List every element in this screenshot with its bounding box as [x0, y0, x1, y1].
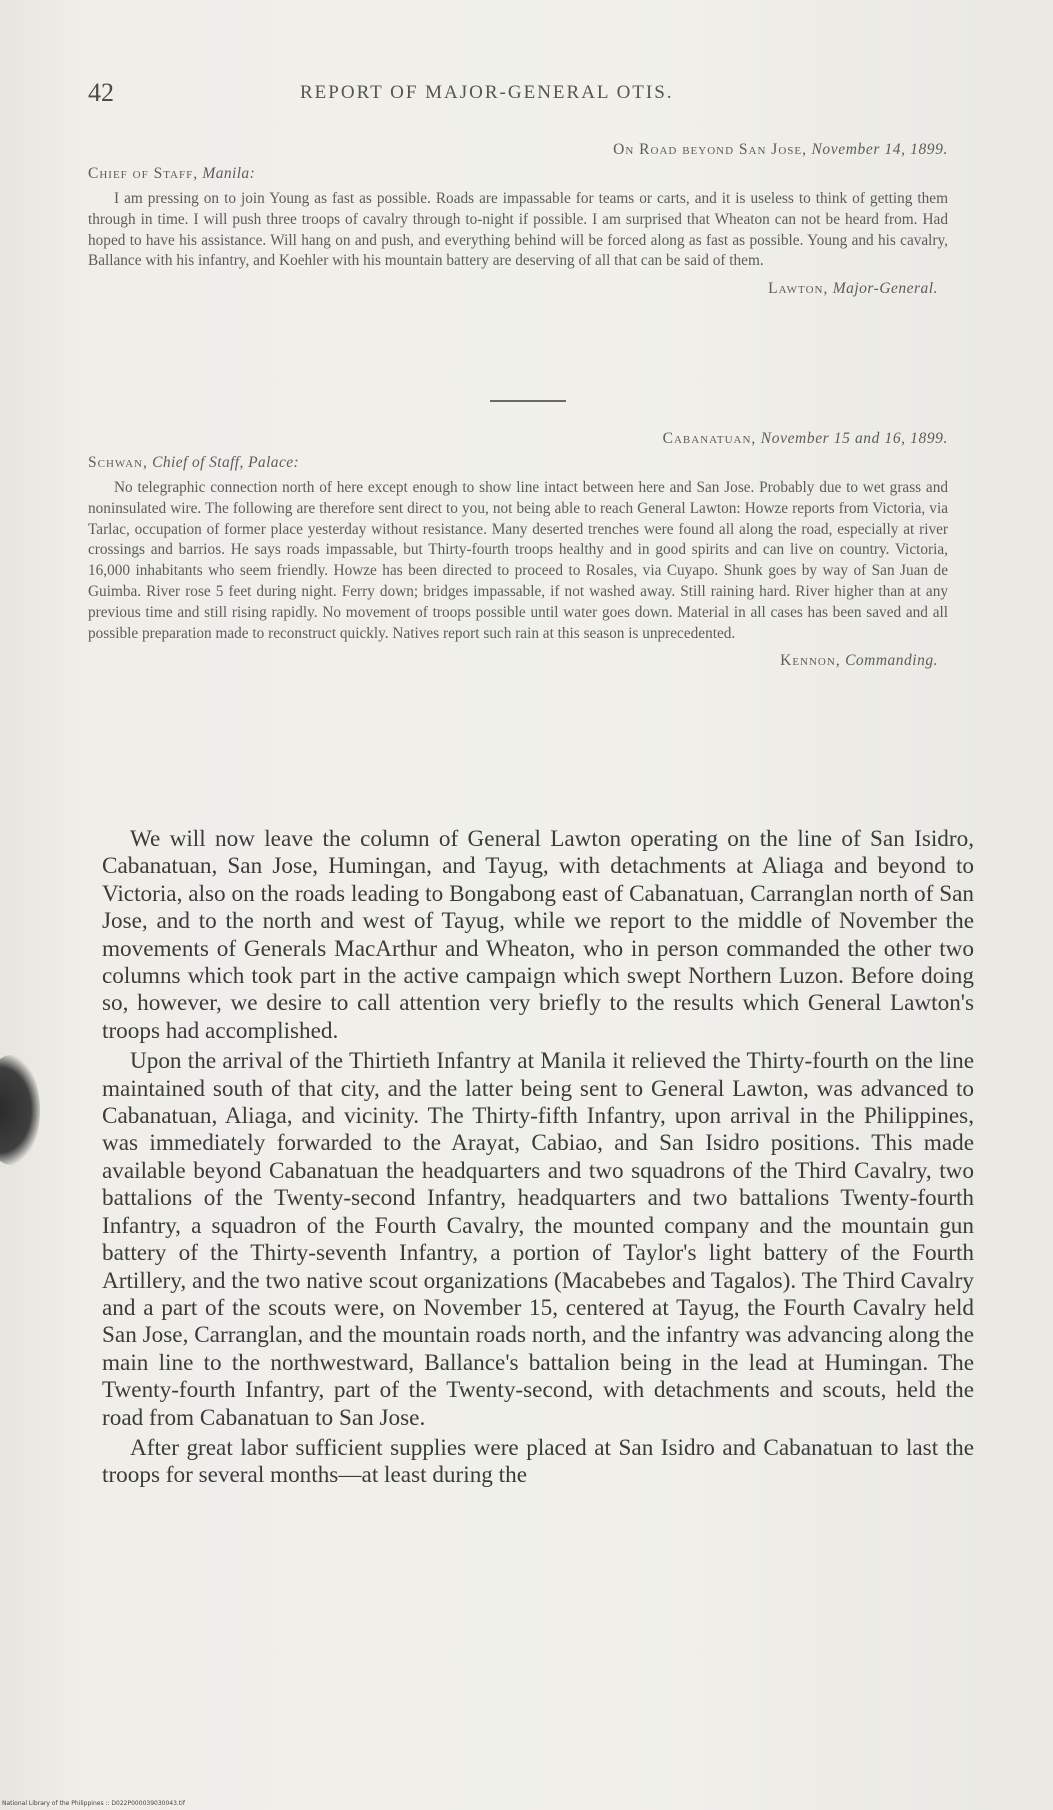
body-paragraph: After great labor sufficient supplies were placed at San Isidro and Cabanatuan to last the troops for several months—at least during the [102, 1434, 974, 1489]
dateline-date: November 14, 1899. [811, 141, 948, 158]
body-paragraph: Upon the arrival of the Thirtieth Infantry at Manila it relieved the Thirty-fourth on the line maintained south of that city, and the latter being sent to General Lawton, was advanced to Cabanatuan, Aliaga, and vicinity. The Thirty-fifth Infantry, upon arrival in the Philippines, was immediately forwarded to the Arayat, Cabiao, and San Isidro positions. This made available beyond Cabanatuan the headquarters and two squadrons of the Third Cavalry, two battalions of the Twenty-second Infantry, headquarters and two battalions Twenty-fourth Infantry, a squadron of the Fourth Cavalry, the mounted company and the mountain gun battery of the Thirty-seventh Infantry, a portion of Taylor's light battery of the Fourth Artillery, and the two native scout organizations (Macabebes and Tagalos). The Third Cavalry and a part of the scouts were, on November 15, centered at Tayug, the Fourth Cavalry held San Jose, Carranglan, and the mountain roads north, and the infantry was advancing along the main line to the northwestward, Ballance's battalion being in the lead at Humingan. The Twenty-fourth Infantry, part of the Twenty-second, with detachments and scouts, held the road from Cabanatuan to San Jose. [102, 1048, 974, 1431]
signature-name: Lawton, [768, 280, 829, 298]
addressee-name: Schwan, [88, 454, 148, 471]
telegram-dateline [88, 141, 948, 159]
telegram-signature [88, 652, 948, 670]
telegram-signature [88, 280, 948, 298]
telegram-dateline [88, 430, 948, 448]
page-edge-shadow [0, 1055, 40, 1165]
addressee-place: Chief of Staff, Palace: [152, 454, 300, 471]
page-number: 42 [88, 78, 114, 107]
signature-name: Kennon, [780, 652, 841, 670]
signature-title: Commanding. [845, 652, 938, 670]
telegram-addressee [88, 454, 948, 472]
section-divider [490, 400, 566, 402]
dateline-place: Cabanatuan, [662, 430, 757, 447]
telegram-body: No telegraphic connection north of here except enough to show line intact between here and San Jose. Probably due to wet grass and noninsulated wire. The following are therefore sent direct to you, not being able to reach General Lawton: Howze reports from Victoria, via Tarlac, occupation of former place yesterday without resistance. Many deserted trenches were found all along the road, especially at river crossings and barrios. He says roads impassable, but Thirty-fourth troops healthy and in good spirits and can live on country. Victoria, 16,000 inhabitants who seem friendly. Howze has been directed to proceed to Rosales, via Cuyapo. Shunk goes by way of San Juan de Guimba. River rose 5 feet during night. Ferry down; bridges impassable, if not washed away. Still raining hard. River higher than at any previous time and still rising rapidly. No movement of troops possible until water goes down. Material in all cases has been saved and all possible preparation made to reconstruct quickly. Natives report such rain at this season is unprecedented. [88, 479, 948, 642]
report-body [102, 826, 974, 1493]
addressee-place: Manila: [202, 165, 256, 182]
body-paragraph: We will now leave the column of General Lawton operating on the line of San Isidro, Cabanatuan, San Jose, Humingan, and Tayug, with detachments at Aliaga and beyond to Victoria, also on the roads leading to Bongabong east of Cabanatuan, Carranglan north of San Jose, and to the north and west of Tayug, while we report to the middle of November the movements of Generals MacArthur and Wheaton, who in person commanded the other two columns which took part in the active campaign which swept Northern Luzon. Before doing so, however, we desire to call attention very briefly to the results which General Lawton's troops had accomplished. [102, 826, 974, 1044]
running-head: REPORT OF MAJOR-GENERAL OTIS. [300, 82, 674, 103]
telegram-body: I am pressing on to join Young as fast as possible. Roads are impassable for teams or carts, and it is useless to think of getting them through in time. I will push three troops of cavalry through to-night if possible. I am surprised that Wheaton can not be heard from. Had hoped to have his assistance. Will hang on and push, and everything behind will be forced along as fast as possible. Young and his cavalry, Ballance with his infantry, and Koehler with his mountain battery are deserving of all that can be said of them. [88, 190, 948, 270]
page-header [88, 78, 960, 112]
telegram-lawton [88, 141, 948, 298]
scan-footer-caption: National Library of the Philippines :: D022P000039030043.tif [2, 1800, 185, 1807]
telegram-kennon [88, 430, 948, 670]
dateline-date: November 15 and 16, 1899. [760, 430, 948, 447]
dateline-place: On Road beyond San Jose, [613, 141, 807, 158]
addressee-name: Chief of Staff, [88, 165, 199, 182]
telegram-addressee [88, 165, 948, 183]
signature-title: Major-General. [832, 280, 938, 298]
